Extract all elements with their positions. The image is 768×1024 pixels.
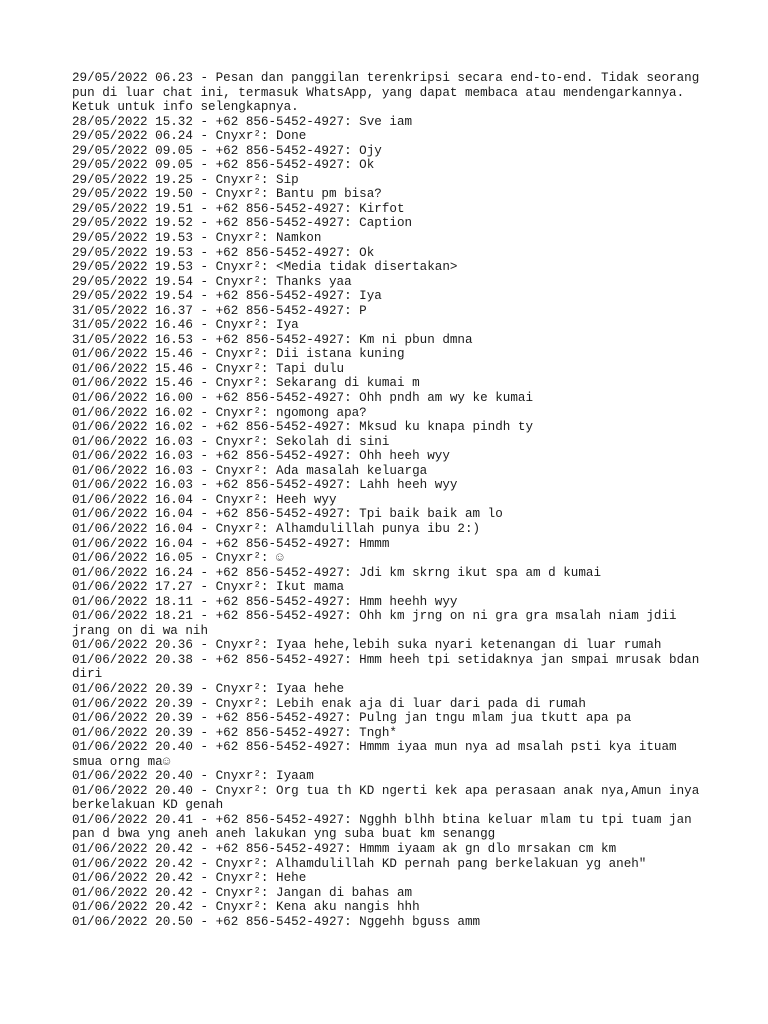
chat-line: 01/06/2022 18.11 - +62 856-5452-4927: Hmm heehh wyy [72, 594, 458, 609]
chat-line: 01/06/2022 20.42 - Cnyxr²: Kena aku nangis hhh [72, 900, 420, 915]
chat-line: 31/05/2022 16.53 - +62 856-5452-4927: Km ni pbun dmna [72, 332, 473, 347]
chat-line: 01/06/2022 16.04 - Cnyxr²: Alhamdulillah punya ibu 2:) [72, 521, 481, 536]
chat-line: 01/06/2022 20.39 - +62 856-5452-4927: Tngh* [72, 725, 397, 740]
chat-line: 01/06/2022 16.03 - +62 856-5452-4927: Lahh heeh wyy [72, 478, 458, 493]
chat-line: 01/06/2022 20.42 - +62 856-5452-4927: Hmmm iyaam ak gn dlo mrsakan cm km [72, 841, 617, 856]
chat-line: 01/06/2022 18.21 - +62 856-5452-4927: Ohh km jrng on ni gra gra msalah niam jdii jrang on di wa nih [72, 609, 685, 638]
chat-line: 29/05/2022 19.53 - Cnyxr²: Namkon [72, 231, 322, 246]
chat-line: 01/06/2022 16.02 - Cnyxr²: ngomong apa? [72, 405, 367, 420]
chat-line: 01/06/2022 16.00 - +62 856-5452-4927: Ohh pndh am wy ke kumai [72, 391, 534, 406]
chat-line: 01/06/2022 16.04 - +62 856-5452-4927: Tpi baik baik am lo [72, 507, 503, 522]
chat-line: 29/05/2022 19.25 - Cnyxr²: Sip [72, 172, 299, 187]
chat-line: 01/06/2022 16.03 - Cnyxr²: Sekolah di sini [72, 434, 390, 449]
chat-line: 29/05/2022 19.53 - +62 856-5452-4927: Ok [72, 245, 375, 260]
chat-line: 01/06/2022 16.05 - Cnyxr²: ☺ [72, 551, 284, 566]
chat-line: 01/06/2022 20.39 - +62 856-5452-4927: Pulng jan tngu mlam jua tkutt apa pa [72, 711, 632, 726]
chat-line: 01/06/2022 20.42 - Cnyxr²: Jangan di bahas am [72, 885, 413, 900]
chat-line: 29/05/2022 09.05 - +62 856-5452-4927: Ok [72, 158, 375, 173]
chat-line: 01/06/2022 20.41 - +62 856-5452-4927: Ngghh blhh btina keluar mlam tu tpi tuam jan pan d bwa yng aneh aneh lakukan yng suba buat km senangg [72, 812, 700, 842]
chat-line: 01/06/2022 20.40 - Cnyxr²: Org tua th KD ngerti kek apa perasaan anak nya,Amun inya berkelakuan KD genah [72, 783, 707, 813]
chat-line: 01/06/2022 20.42 - Cnyxr²: Alhamdulillah KD pernah pang berkelakuan yg aneh" [72, 856, 647, 871]
chat-line: 29/05/2022 06.24 - Cnyxr²: Done [72, 129, 307, 144]
chat-line: 01/06/2022 20.42 - Cnyxr²: Hehe [72, 871, 307, 886]
chat-line: 01/06/2022 20.40 - Cnyxr²: Iyaam [72, 769, 314, 784]
chat-line: 29/05/2022 06.23 - Pesan dan panggilan terenkripsi secara end-to-end. Tidak seorang pun di luar chat ini, termasuk WhatsApp, yang dapat membaca atau mendengarkannya. Ketuk untuk info selengkapnya. [72, 71, 707, 115]
chat-line: 01/06/2022 17.27 - Cnyxr²: Ikut mama [72, 580, 345, 595]
chat-line: 01/06/2022 20.36 - Cnyxr²: Iyaa hehe,lebih suka nyari ketenangan di luar rumah [72, 638, 662, 653]
chat-export-text [72, 71, 712, 929]
chat-line: 01/06/2022 20.38 - +62 856-5452-4927: Hmm heeh tpi setidaknya jan smpai mrusak bdan diri [72, 652, 707, 682]
chat-line: 31/05/2022 16.37 - +62 856-5452-4927: P [72, 303, 367, 318]
chat-line: 29/05/2022 19.50 - Cnyxr²: Bantu pm bisa? [72, 187, 382, 202]
chat-line: 29/05/2022 19.54 - +62 856-5452-4927: Iya [72, 289, 382, 304]
chat-line: 29/05/2022 19.54 - Cnyxr²: Thanks yaa [72, 274, 352, 289]
chat-line: 31/05/2022 16.46 - Cnyxr²: Iya [72, 318, 299, 333]
chat-line: 01/06/2022 15.46 - Cnyxr²: Sekarang di kumai m [72, 376, 420, 391]
chat-line: 01/06/2022 16.02 - +62 856-5452-4927: Mksud ku knapa pindh ty [72, 420, 534, 435]
chat-line: 01/06/2022 16.03 - Cnyxr²: Ada masalah keluarga [72, 463, 428, 478]
chat-line: 01/06/2022 16.04 - Cnyxr²: Heeh wyy [72, 492, 337, 507]
chat-line: 28/05/2022 15.32 - +62 856-5452-4927: Sve iam [72, 114, 413, 129]
chat-line: 01/06/2022 20.39 - Cnyxr²: Iyaa hehe [72, 681, 345, 696]
chat-line: 01/06/2022 20.50 - +62 856-5452-4927: Nggehh bguss amm [72, 914, 481, 929]
chat-line: 01/06/2022 16.24 - +62 856-5452-4927: Jdi km skrng ikut spa am d kumai [72, 565, 602, 580]
chat-line: 01/06/2022 20.40 - +62 856-5452-4927: Hmmm iyaa mun nya ad msalah psti kya ituam smua orng ma☺ [72, 740, 685, 769]
chat-line: 01/06/2022 15.46 - Cnyxr²: Tapi dulu [72, 361, 345, 376]
chat-line: 29/05/2022 19.52 - +62 856-5452-4927: Caption [72, 216, 413, 231]
chat-line: 29/05/2022 09.05 - +62 856-5452-4927: Ojy [72, 143, 382, 158]
chat-line: 29/05/2022 19.53 - Cnyxr²: <Media tidak disertakan> [72, 260, 458, 275]
chat-line: 01/06/2022 15.46 - Cnyxr²: Dii istana kuning [72, 347, 405, 362]
chat-line: 29/05/2022 19.51 - +62 856-5452-4927: Kirfot [72, 201, 405, 216]
chat-line: 01/06/2022 16.03 - +62 856-5452-4927: Ohh heeh wyy [72, 449, 450, 464]
chat-line: 01/06/2022 20.39 - Cnyxr²: Lebih enak aja di luar dari pada di rumah [72, 696, 586, 711]
chat-line: 01/06/2022 16.04 - +62 856-5452-4927: Hmmm [72, 536, 390, 551]
